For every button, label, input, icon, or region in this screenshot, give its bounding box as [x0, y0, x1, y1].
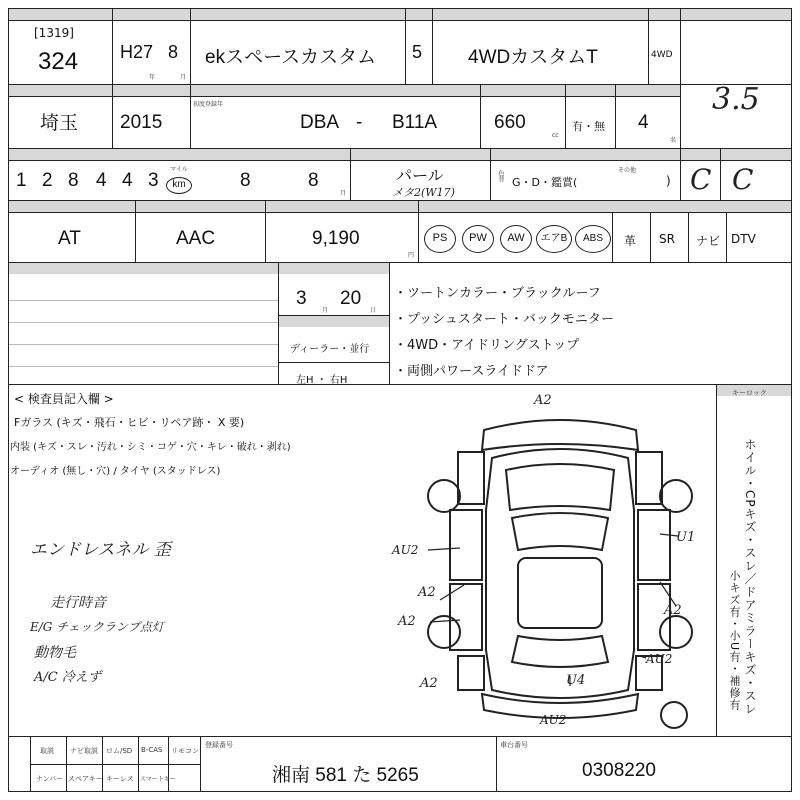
prefecture: 埼玉	[40, 113, 79, 134]
model-grade: 4WDカスタムT	[468, 47, 598, 68]
shaken-day: 8	[308, 170, 319, 191]
score: 3.5	[712, 82, 760, 117]
type-prefix: DBA	[300, 112, 340, 133]
color-change: G・D・鑑賞(	[512, 176, 578, 189]
equip-dtv: DTV	[731, 232, 756, 246]
lot-bracket: [1319]	[34, 26, 74, 40]
air-conditioning: AAC	[176, 228, 216, 249]
steering: 左H ・ 右H	[296, 375, 348, 386]
inspector-title: < 検査員記入欄 >	[14, 392, 114, 406]
displacement: 660	[494, 112, 526, 133]
odo-d4: 4	[96, 170, 107, 191]
equip-abs: ABS	[575, 225, 611, 253]
dmg-rear-bumper: AU2	[540, 713, 567, 727]
equip-aw: AW	[500, 225, 532, 253]
odo-d3: 8	[68, 170, 79, 191]
model-drive: 4WD	[651, 50, 673, 60]
chassis-number: 0308220	[582, 760, 656, 781]
dmg-left-rear: A2	[398, 614, 416, 629]
inspector-audio: オーディオ (無し・穴) / タイヤ (スタッドレス)	[10, 466, 221, 477]
row1-header	[9, 9, 791, 20]
odo-d1: 1	[16, 170, 27, 191]
color-code: メタ2(W17)	[392, 186, 455, 199]
side-notes: ホイル・CPキズ・スレ／ドアミラーキズ・スレ	[743, 438, 757, 716]
tax-status: 有・無	[572, 120, 605, 133]
reg-month: 3	[296, 288, 307, 309]
dmg-front-2: A2	[418, 585, 436, 600]
sale-point-1: ・ツートンカラー・ブラックルーフ	[394, 286, 601, 301]
equip-leather: 革	[624, 234, 637, 248]
transmission: AT	[58, 228, 81, 249]
interior-grade: C	[690, 163, 712, 196]
model-doors: 5	[412, 42, 423, 62]
reg-day: 20	[340, 288, 362, 309]
inspector-glass: Fガラス (キズ・飛石・ヒビ・リペア跡・ X 要)	[14, 416, 245, 429]
equip-navi: ナビ	[696, 234, 721, 248]
seats: 4	[638, 112, 649, 133]
shaken-month: 8	[240, 170, 251, 191]
hand-note-3: E/G チェックランプ点灯	[30, 620, 164, 634]
equip-airbag: エアB	[536, 225, 572, 253]
first-reg-year: 2015	[120, 112, 163, 133]
side-notes-2: 小キズ有・小U有・補修有	[728, 570, 741, 712]
model-name: ekスペースカスタム	[205, 47, 377, 68]
dmg-right-bottom: AU2	[646, 652, 673, 666]
odo-d6: 3	[148, 170, 159, 191]
hand-note-4: 動物毛	[34, 645, 76, 661]
sale-point-2: ・プッシュスタート・バックモニター	[394, 312, 614, 327]
odo-d2: 2	[42, 170, 53, 191]
recycle-fee: 9,190	[312, 228, 360, 249]
sale-point-4: ・両側パワースライドドア	[394, 364, 549, 379]
equip-ps: PS	[424, 225, 456, 253]
exterior-grade: C	[732, 163, 754, 196]
sale-point-3: ・4WD・アイドリングストップ	[394, 338, 580, 353]
dmg-right-rear: A2	[664, 603, 682, 618]
dmg-rear: U4	[566, 673, 586, 688]
import-type: ディーラー・並行	[290, 344, 370, 355]
car-diagram	[420, 400, 700, 730]
odo-unit-km: km	[166, 177, 192, 194]
hand-note-5: A/C 冷えず	[34, 670, 101, 685]
hand-note-2: 走行時音	[50, 595, 106, 611]
registration-number: 湘南 581 た 5265	[272, 765, 419, 786]
inspector-interior: 内装 (キズ・スレ・汚れ・シミ・コゲ・穴・キレ・破れ・剥れ)	[10, 442, 291, 453]
model-era: H27	[120, 42, 154, 62]
equip-pw: PW	[462, 225, 494, 253]
model-code: B11A	[392, 112, 438, 133]
dmg-left-bottom: A2	[420, 676, 438, 691]
color: パール	[396, 168, 444, 185]
lot-number: 324	[38, 48, 79, 75]
dmg-front: A2	[534, 393, 552, 408]
model-month: 8	[168, 42, 179, 62]
equip-sunroof: SR	[659, 232, 675, 246]
dmg-left-front: AU2	[392, 543, 419, 557]
hand-note-1: エンドレスネル 歪	[30, 540, 171, 560]
odo-d5: 4	[122, 170, 133, 191]
dmg-right-front: U1	[676, 530, 696, 545]
